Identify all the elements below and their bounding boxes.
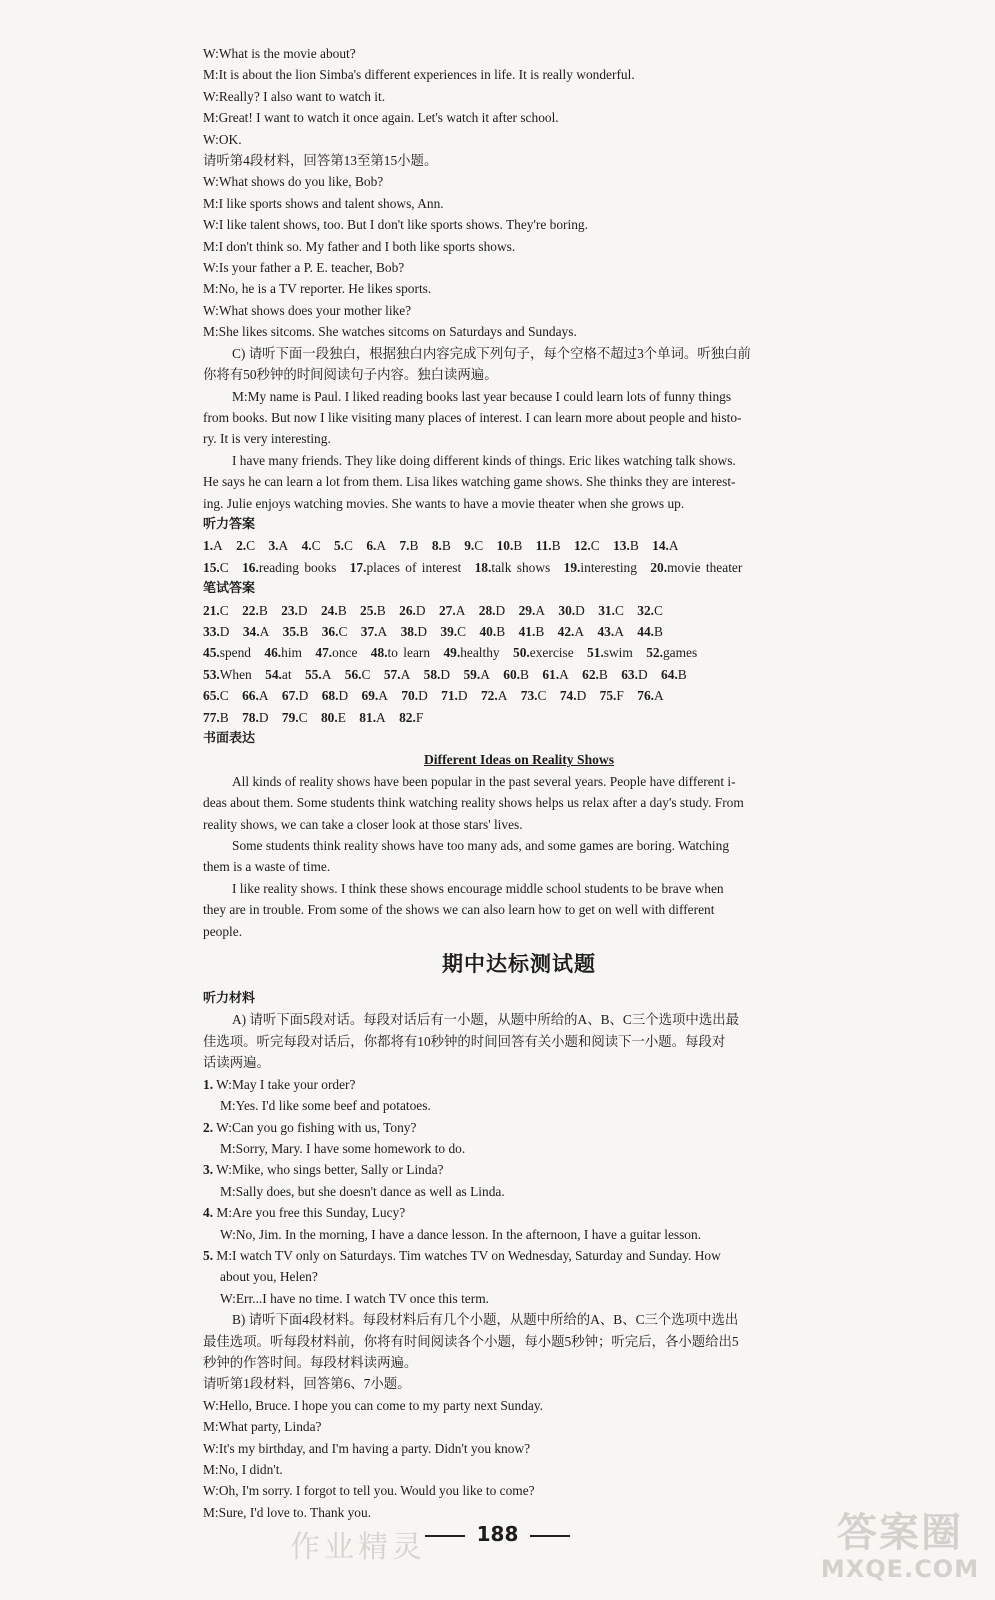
essay-line: deas about them. Some students think watching reality shows helps us relax after a day's study. From [203, 795, 744, 811]
answer-value: B [258, 602, 268, 618]
answer-number: 41. [518, 623, 536, 639]
answer-number: 21. [203, 602, 220, 618]
answer-number: 64. [661, 666, 678, 682]
answer-number: 53. [203, 666, 220, 682]
answer-value: A [480, 666, 490, 682]
answer-value: B [513, 538, 523, 554]
answer-number: 55. [304, 666, 322, 682]
answer-number: 45. [203, 645, 220, 661]
answer-value: B [551, 538, 561, 554]
answer-value: swim [603, 645, 633, 661]
answer-number: 1. [203, 538, 214, 554]
answer-value: healthy [460, 645, 500, 661]
dialogue-answer: M:Sally does, but she doesn't dance as well as Linda. [220, 1183, 505, 1199]
part4-instruction: 请听第4段材料，回答第13至第15小题。 [203, 153, 438, 169]
answer-number: 82. [399, 709, 416, 725]
answer-value: A [376, 538, 387, 554]
answer-number: 72. [480, 688, 498, 704]
monologue-line: ry. It is very interesting. [203, 431, 331, 447]
watermark-logo-text: 答案圈 [837, 1510, 963, 1556]
dialogue-line: M:It is about the lion Simba's different experiences in life. It is really wonderful. [203, 67, 635, 83]
answer-number: 56. [344, 666, 362, 682]
answer-value: C [338, 623, 348, 639]
section-a-instruction: 佳选项。听完每段对话后，你都将有10秒钟的时间回答有关小题和阅读下一小题。每段对 [203, 1033, 726, 1049]
answer-value: D [575, 602, 585, 618]
page-number-dash-left [425, 1535, 465, 1537]
answer-value: exercise [529, 645, 574, 661]
answer-value: D [457, 688, 468, 704]
answer-number: 24. [320, 602, 338, 618]
answer-row [203, 707, 835, 728]
answer-value: A [614, 623, 624, 639]
answer-number: 11. [535, 538, 552, 554]
section-c-instruction: C) 请听下面一段独白，根据独白内容完成下列句子，每个空格不超过3个单词。听独白前 [232, 345, 751, 361]
answer-value: C [219, 602, 229, 618]
answer-number: 49. [443, 645, 461, 661]
essay-title: Different Ideas on Reality Shows [423, 752, 615, 768]
dialogue-line: W:What is the movie about? [203, 46, 356, 61]
monologue-line: from books. But now I like visiting many places of interest. I can learn more about people and histo- [203, 409, 742, 425]
answer-row [203, 535, 835, 556]
answer-number: 73. [520, 688, 538, 704]
answer-value: F [415, 709, 424, 725]
answer-value: C [311, 538, 321, 554]
midterm-section-a [203, 1009, 835, 1073]
listening-answers-heading: 听力答案 [203, 516, 256, 532]
answer-number: 52. [646, 645, 663, 661]
answer-value: B [520, 666, 529, 682]
essay-line: I like reality shows. I think these shows encourage middle school students to be brave when [232, 880, 724, 896]
part1-dialogue [203, 1395, 835, 1523]
answer-number: 77. [203, 709, 220, 725]
answer-row [203, 642, 835, 663]
item-number: 2. [203, 1119, 214, 1135]
answer-value: C [246, 538, 256, 554]
listening-material-heading: 听力材料 [203, 991, 256, 1007]
watermark-logo [815, 1510, 985, 1582]
answer-number: 78. [242, 709, 259, 725]
dialogue-line: W:It's my birthday, and I'm having a party. Didn't you know? [203, 1440, 531, 1456]
answer-number: 32. [637, 602, 655, 618]
answer-number: 50. [513, 645, 530, 661]
answer-value: B [376, 602, 386, 618]
answer-value: C [219, 559, 229, 575]
answer-value: When [219, 666, 252, 682]
dialogue-line: M:No, I didn't. [203, 1462, 283, 1477]
answer-number: 79. [281, 709, 299, 725]
answer-value: D [417, 623, 428, 639]
answer-number: 65. [203, 688, 220, 704]
answer-number: 58. [423, 666, 441, 682]
answer-number: 68. [321, 688, 339, 704]
essay-line: people. [203, 923, 243, 939]
dialogue-line: W:Is your father a P. E. teacher, Bob? [203, 260, 405, 276]
answer-value: A [377, 623, 388, 639]
answer-number: 20. [650, 559, 668, 575]
dialogue-answer: about you, Helen? [220, 1269, 318, 1285]
answer-value: A [278, 538, 289, 554]
dialogue-line: W:Really? I also want to watch it. [203, 88, 386, 104]
answer-value: B [535, 623, 545, 639]
item-text: W:May I take your order? [216, 1076, 356, 1092]
answer-number: 16. [242, 559, 259, 575]
answer-number: 27. [438, 602, 456, 618]
page-number-text: 188 [476, 1522, 519, 1546]
answer-value: A [258, 688, 269, 704]
monologue-line: I have many friends. They like doing different kinds of things. Eric likes watching talk shows. [232, 452, 736, 468]
midterm-title: 期中达标测试题 [442, 952, 596, 977]
answer-number: 66. [242, 688, 259, 704]
answer-value: A [654, 688, 664, 704]
dialogue-question [203, 1202, 835, 1223]
answer-number: 43. [597, 623, 615, 639]
dialogue-answer: M:Yes. I'd like some beef and potatoes. [220, 1098, 431, 1114]
answer-value: A [559, 666, 569, 682]
dialogue-line: M:She likes sitcoms. She watches sitcoms on Saturdays and Sundays. [203, 324, 577, 340]
essay-line: All kinds of reality shows have been popular in the past several years. People have different i- [232, 773, 736, 789]
answer-value: B [677, 666, 687, 682]
answer-value: C [457, 623, 467, 639]
listening-answers [203, 535, 835, 578]
answer-number: 19. [563, 559, 581, 575]
answer-number: 18. [474, 559, 492, 575]
answer-number: 31. [598, 602, 615, 618]
answer-number: 48. [370, 645, 388, 661]
answer-number: 67. [281, 688, 299, 704]
dialogue-line: W:What shows do you like, Bob? [203, 174, 384, 190]
answer-value: D [637, 666, 648, 682]
essay-line: they are in trouble. From some of the shows we can also learn how to get on well with different [203, 902, 715, 918]
section-b-instruction: B) 请听下面4段材料。每段材料后有几个小题，从题中所给的A、B、C三个选项中选出 [232, 1312, 739, 1328]
top-dialogue [203, 43, 835, 150]
item-text: M:Are you free this Sunday, Lucy? [216, 1205, 406, 1221]
answer-row [203, 621, 835, 642]
answer-number: 37. [360, 623, 378, 639]
answer-number: 80. [320, 709, 338, 725]
answer-value: A [455, 602, 466, 618]
answer-value: A [213, 538, 223, 554]
watermark-left: 作业精灵 [290, 1530, 426, 1565]
answer-number: 34. [242, 623, 260, 639]
answer-value: A [259, 623, 270, 639]
answer-number: 12. [573, 538, 591, 554]
answer-value: C [614, 602, 624, 618]
answer-value: B [598, 666, 608, 682]
written-answers [203, 600, 835, 728]
answer-number: 74. [559, 688, 577, 704]
monologue-line: He says he can learn a lot from them. Lisa likes watching game shows. She thinks they are interest- [203, 474, 736, 490]
answer-number: 10. [496, 538, 514, 554]
answer-number: 25. [360, 602, 377, 618]
answer-value: reading books [258, 559, 337, 575]
item-text: W:Mike, who sings better, Sally or Linda? [216, 1162, 444, 1178]
answer-number: 54. [265, 666, 282, 682]
answer-value: C [474, 538, 484, 554]
item-number: 1. [203, 1076, 214, 1092]
answer-value: at [281, 666, 292, 682]
dialogue-line: M:Great! I want to watch it once again. Let's watch it after school. [203, 110, 559, 126]
answer-number: 38. [400, 623, 418, 639]
answer-number: 40. [479, 623, 497, 639]
answer-number: 69. [361, 688, 379, 704]
section-c [203, 343, 835, 514]
item-text: M:I watch TV only on Saturdays. Tim watches TV on Wednesday, Saturday and Sunday. How [216, 1247, 721, 1263]
section-a-instruction: 话读两遍。 [203, 1055, 270, 1071]
dialogue-answer: W:No, Jim. In the morning, I have a dance lesson. In the afternoon, I have a guitar lesson. [220, 1226, 702, 1242]
item-number: 3. [203, 1162, 214, 1178]
answer-number: 13. [613, 538, 630, 554]
answer-number: 70. [401, 688, 419, 704]
answer-number: 76. [637, 688, 654, 704]
essay-line: reality shows, we can take a closer look at those stars' lives. [203, 816, 523, 832]
answer-value: D [219, 623, 230, 639]
answer-number: 59. [463, 666, 481, 682]
answer-value: E [337, 709, 346, 725]
item-number: 4. [203, 1205, 214, 1221]
answer-value: places of interest [366, 559, 462, 575]
answer-number: 75. [599, 688, 617, 704]
answer-number: 15. [203, 559, 220, 575]
answer-value: B [496, 623, 506, 639]
answer-value: A [378, 688, 388, 704]
answer-number: 14. [652, 538, 669, 554]
essay-heading: 书面表达 [203, 731, 256, 746]
watermark-logo-url: MXQE.COM [820, 1555, 980, 1583]
answer-number: 5. [333, 538, 345, 554]
answer-value: D [440, 666, 451, 682]
answer-number: 62. [582, 666, 599, 682]
monologue-line: M:My name is Paul. I liked reading books last year because I could learn lots of funny things [232, 388, 732, 404]
answer-row [203, 664, 835, 685]
answer-value: B [337, 602, 347, 618]
answer-value: movie theater [667, 559, 743, 575]
answer-value: C [590, 538, 600, 554]
answer-number: 71. [441, 688, 458, 704]
dialogue-line: M:Sure, I'd love to. Thank you. [203, 1504, 372, 1520]
dialogue-line: W:What shows does your mother like? [203, 302, 412, 318]
answer-value: B [409, 538, 419, 554]
section-b-instruction: 秒钟的作答时间。每段材料读两遍。 [203, 1354, 418, 1370]
answer-value: F [616, 688, 624, 704]
dialogue-line: W:Hello, Bruce. I hope you can come to my party next Sunday. [203, 1397, 544, 1413]
answer-number: 36. [321, 623, 339, 639]
answer-value: D [297, 602, 308, 618]
answer-number: 46. [264, 645, 282, 661]
page-number-dash-right [530, 1535, 570, 1537]
answer-value: spend [219, 645, 251, 661]
answer-number: 23. [281, 602, 298, 618]
answer-number: 42. [557, 623, 575, 639]
answer-value: A [497, 688, 508, 704]
answer-value: C [537, 688, 547, 704]
answer-number: 57. [383, 666, 401, 682]
answer-number: 6. [366, 538, 377, 554]
answer-value: interesting [580, 559, 637, 575]
answer-value: C [344, 538, 353, 554]
essay-line: them is a waste of time. [203, 859, 331, 875]
answer-number: 28. [478, 602, 496, 618]
answer-value: A [535, 602, 545, 618]
answer-number: 35. [282, 623, 300, 639]
answer-value: D [576, 688, 587, 704]
answer-row [203, 685, 835, 706]
monologue-line: ing. Julie enjoys watching movies. She wants to have a movie theater when she grows up. [203, 495, 685, 511]
answer-number: 29. [518, 602, 536, 618]
answer-value: C [654, 602, 663, 618]
dialogue-line: W:I like talent shows, too. But I don't like sports shows. They're boring. [203, 217, 588, 233]
answer-number: 7. [399, 538, 410, 554]
answer-number: 22. [242, 602, 259, 618]
dialogue-answer: W:Err...I have no time. I watch TV once this term. [220, 1290, 489, 1306]
answer-value: A [668, 538, 679, 554]
answer-value: C [361, 666, 371, 682]
answer-value: C [298, 709, 308, 725]
dialogue-line: W:Oh, I'm sorry. I forgot to tell you. Would you like to come? [203, 1483, 535, 1499]
item-number: 5. [203, 1247, 214, 1263]
answer-number: 33. [203, 623, 220, 639]
part4-dialogue [203, 171, 835, 342]
answer-number: 8. [431, 538, 442, 554]
answer-value: C [219, 688, 229, 704]
text-column [203, 43, 835, 1523]
answer-value: talk shows [491, 559, 551, 575]
answer-number: 81. [359, 709, 377, 725]
answer-number: 63. [621, 666, 638, 682]
answer-value: B [629, 538, 639, 554]
answer-number: 60. [503, 666, 521, 682]
section-c-instruction: 你将有50秒钟的时间阅读句子内容。独白读两遍。 [203, 367, 498, 383]
answer-value: B [299, 623, 309, 639]
answer-value: D [258, 709, 269, 725]
section-a-instruction: A) 请听下面5段对话。每段对话后有一小题，从题中所给的A、B、C三个选项中选出最 [232, 1012, 739, 1028]
dialogue-answer: M:Sorry, Mary. I have some homework to do. [220, 1140, 466, 1156]
dialogue-line: W:OK. [203, 131, 242, 147]
answer-value: D [338, 688, 349, 704]
answer-value: A [321, 666, 332, 682]
item-text: W:Can you go fishing with us, Tony? [216, 1119, 417, 1135]
answer-value: B [219, 709, 229, 725]
section-b-instruction: 最佳选项。听每段材料前，你将有时间阅读各个小题，每小题5秒钟；听完后，各小题给出5 [203, 1333, 739, 1349]
answer-value: D [495, 602, 506, 618]
essay-body [203, 771, 835, 942]
written-answers-heading: 笔试答案 [203, 581, 256, 597]
essay-line: Some students think reality shows have too many ads, and some games are boring. Watching [232, 838, 730, 854]
answer-number: 47. [315, 645, 333, 661]
answer-number: 39. [440, 623, 458, 639]
answer-row [203, 557, 835, 578]
midterm-dialogues [203, 1074, 835, 1309]
dialogue-question [203, 1159, 835, 1180]
dialogue-question [203, 1074, 835, 1095]
answer-number: 26. [399, 602, 416, 618]
answer-value: D [298, 688, 309, 704]
answer-number: 9. [464, 538, 475, 554]
dialogue-question [203, 1245, 835, 1266]
answer-value: once [332, 645, 358, 661]
dialogue-line: M:What party, Linda? [203, 1419, 322, 1435]
answer-row [203, 600, 835, 621]
answer-number: 61. [542, 666, 560, 682]
answer-value: D [418, 688, 428, 704]
part1-instruction: 请听第1段材料，回答第6、7小题。 [203, 1376, 411, 1392]
dialogue-line: M:I like sports shows and talent shows, Ann. [203, 195, 444, 211]
answer-number: 51. [587, 645, 604, 661]
answer-value: A [376, 709, 386, 725]
answer-value: A [574, 623, 585, 639]
answer-value: to learn [387, 645, 431, 661]
answer-number: 17. [349, 559, 367, 575]
dialogue-question [203, 1117, 835, 1138]
answer-value: him [281, 645, 302, 661]
answer-number: 3. [268, 538, 279, 554]
answer-number: 44. [637, 623, 655, 639]
answer-value: games [662, 645, 698, 661]
answer-value: A [400, 666, 411, 682]
answer-value: D [415, 602, 426, 618]
midterm-section-b [203, 1309, 835, 1373]
answer-number: 4. [301, 538, 312, 554]
answer-value: B [654, 623, 663, 639]
dialogue-line: M:I don't think so. My father and I both like sports shows. [203, 238, 516, 254]
answer-value: B [441, 538, 451, 554]
answer-number: 30. [558, 602, 576, 618]
answer-number: 2. [236, 538, 247, 554]
dialogue-line: M:No, he is a TV reporter. He likes sports. [203, 281, 432, 297]
